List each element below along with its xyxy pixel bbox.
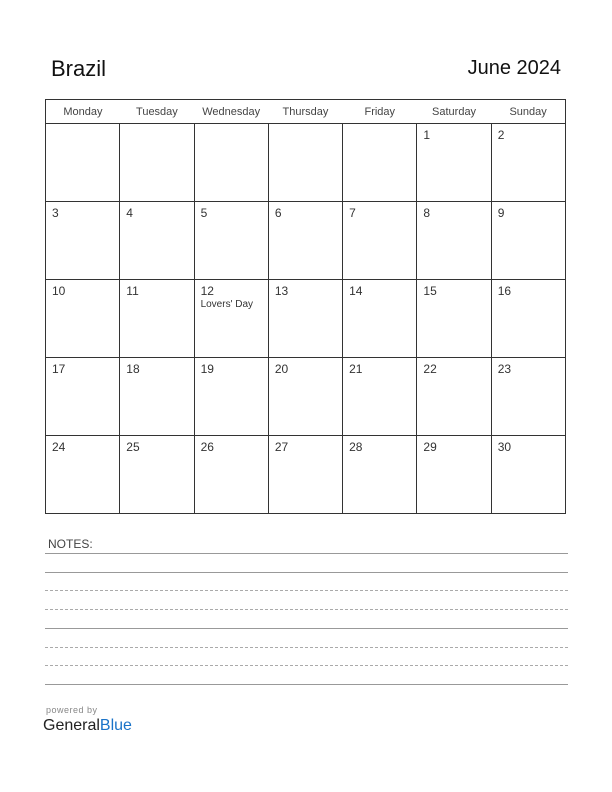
day-cell [194, 124, 268, 202]
weekday-header: Saturday [417, 100, 491, 124]
day-cell [343, 202, 417, 280]
day-number: 11 [126, 284, 139, 298]
day-number: 28 [349, 440, 363, 454]
week-row [46, 124, 566, 202]
day-number: 14 [349, 284, 363, 298]
powered-by-text: powered by [46, 705, 98, 715]
day-cell [491, 358, 565, 436]
day-number: 4 [126, 206, 133, 220]
day-cell [343, 124, 417, 202]
day-cell [343, 436, 417, 514]
day-number: 5 [200, 206, 208, 220]
day-number: 9 [497, 206, 505, 220]
day-number: 20 [274, 362, 289, 376]
day-number: 2 [497, 128, 505, 142]
day-number: 22 [423, 362, 437, 376]
day-number: 26 [200, 440, 214, 454]
day-cell [491, 436, 565, 514]
country-title: Brazil [51, 56, 107, 81]
day-cell [120, 202, 194, 280]
notes-line [45, 590, 568, 591]
weekday-header: Tuesday [120, 100, 194, 124]
weekday-header: Wednesday [194, 100, 268, 124]
day-cell [46, 124, 120, 202]
day-cell [120, 436, 194, 514]
day-number: 15 [423, 284, 437, 298]
day-number: 23 [497, 362, 512, 376]
day-number: 16 [497, 284, 512, 298]
day-cell [194, 280, 268, 358]
notes-line [45, 665, 568, 666]
brand-part-general: General [43, 717, 100, 734]
day-number: 13 [274, 284, 289, 298]
weekday-header-row [46, 100, 566, 124]
day-number: 1 [423, 128, 431, 142]
day-cell [343, 280, 417, 358]
day-number: 17 [52, 362, 66, 376]
day-number: 30 [497, 440, 512, 454]
day-cell [417, 358, 491, 436]
day-number: 7 [349, 206, 356, 220]
notes-line [45, 553, 568, 554]
day-cell [491, 124, 565, 202]
notes-line [45, 628, 568, 629]
day-cell [120, 280, 194, 358]
day-cell [417, 280, 491, 358]
weekday-header: Sunday [491, 100, 565, 124]
week-row [46, 280, 566, 358]
day-cell [491, 202, 565, 280]
weekday-header: Monday [46, 100, 120, 124]
weekday-header: Thursday [268, 100, 342, 124]
day-cell [268, 202, 342, 280]
month-title: June 2024 [467, 57, 561, 79]
week-row [46, 358, 566, 436]
day-cell [417, 202, 491, 280]
day-number: 27 [274, 440, 289, 454]
day-cell [194, 202, 268, 280]
day-number: 19 [200, 362, 214, 376]
day-number: 21 [349, 362, 363, 376]
day-cell [268, 280, 342, 358]
day-cell [268, 436, 342, 514]
notes-line [45, 572, 568, 573]
notes-line [45, 609, 568, 610]
week-row [46, 436, 566, 514]
day-cell [120, 124, 194, 202]
notes-line [45, 684, 568, 685]
holiday-label: Lovers' Day [200, 299, 254, 310]
day-cell [46, 280, 120, 358]
day-number: 10 [52, 284, 66, 298]
day-cell [194, 436, 268, 514]
day-number: 8 [423, 206, 431, 220]
day-number: 29 [423, 440, 437, 454]
brand-logo [43, 717, 132, 735]
day-cell [46, 436, 120, 514]
day-cell [46, 202, 120, 280]
day-cell [268, 358, 342, 436]
day-cell [120, 358, 194, 436]
brand-part-blue: Blue [99, 717, 132, 734]
day-number: 3 [52, 206, 59, 220]
day-number: 12 [200, 284, 214, 298]
day-cell [194, 358, 268, 436]
weekday-header: Friday [343, 100, 417, 124]
day-number: 18 [126, 362, 140, 376]
day-cell [343, 358, 417, 436]
week-row [46, 202, 566, 280]
day-cell [491, 280, 565, 358]
notes-line [45, 647, 568, 648]
day-number: 6 [274, 206, 282, 220]
calendar-grid [45, 99, 566, 514]
notes-label: NOTES: [48, 537, 93, 551]
day-cell [268, 124, 342, 202]
day-cell [417, 124, 491, 202]
day-cell [46, 358, 120, 436]
day-cell [417, 436, 491, 514]
day-number: 25 [126, 440, 140, 454]
day-number: 24 [52, 440, 66, 454]
